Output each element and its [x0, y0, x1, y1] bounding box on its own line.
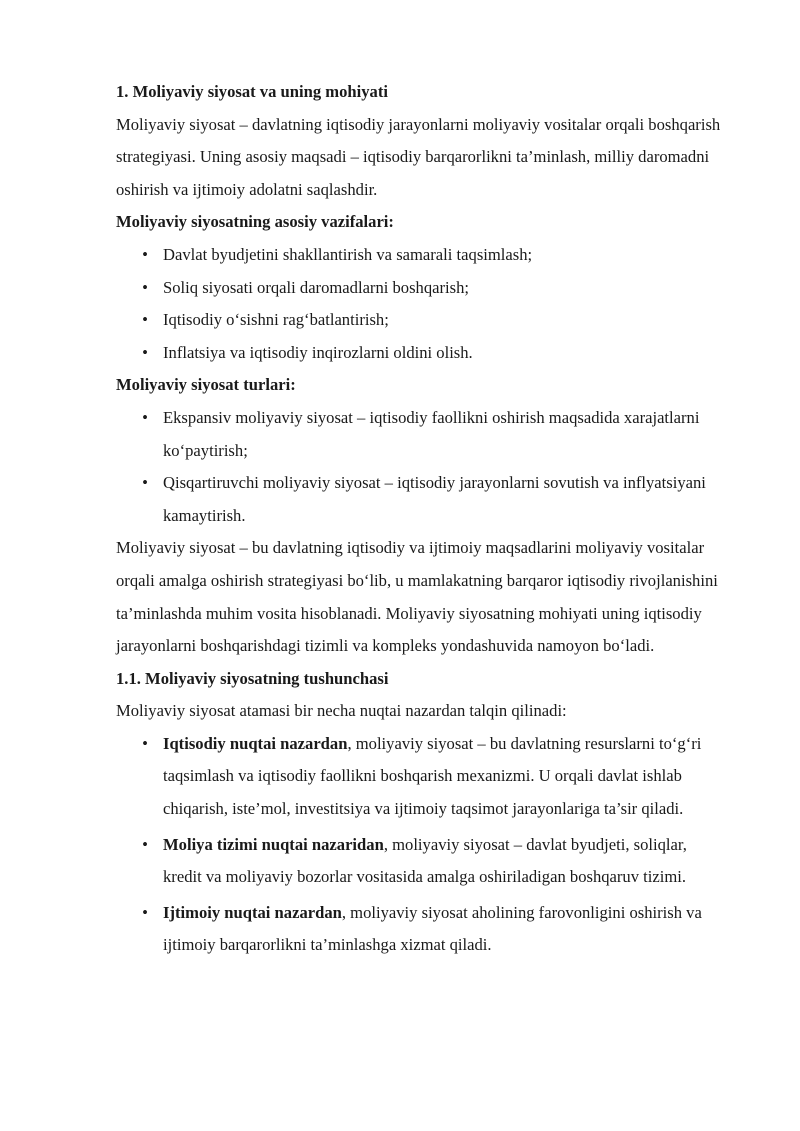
list-item [116, 402, 726, 467]
list-item-text: Davlat byudjetini shakllantirish va samarali taqsimlash; [163, 244, 533, 264]
perspective-text: , moliyaviy siyosat aholining farovonligini oshirish va ijtimoiy barqarorlikni ta’minlashga xizmat qiladi. [163, 902, 702, 955]
list-item [116, 829, 726, 894]
perspective-term: Moliya tizimi nuqtai nazaridan [163, 834, 384, 854]
perspective-text: , moliyaviy siyosat – davlat byudjeti, soliqlar, kredit va moliyaviy bozorlar vositasida amalga oshiriladigan boshqaruv tizimi. [163, 834, 687, 887]
list-item-text: Soliq siyosati orqali daromadlarni boshqarish; [163, 277, 470, 297]
section-1-intro-paragraph: Moliyaviy siyosat – davlatning iqtisodiy jarayonlarni moliyaviy vositalar orqali boshqarish strategiyasi. Uning asosiy maqsadi – iqtisodiy barqarorlikni ta’minlash, milliy daromadni oshirish va ijtimoiy adolatni saqlashdir. [116, 114, 721, 199]
types-heading: Moliyaviy siyosat turlari: [116, 375, 296, 395]
document-page [116, 76, 726, 965]
section-1-1-heading: 1.1. Moliyaviy siyosatning tushunchasi [116, 668, 389, 688]
tasks-list [116, 239, 726, 369]
bullet-icon: • [142, 733, 148, 753]
list-item [116, 728, 726, 826]
perspective-term: Ijtimoiy nuqtai nazardan [163, 902, 342, 922]
section-1-heading: 1. Moliyaviy siyosat va uning mohiyati [116, 82, 388, 101]
bullet-icon: • [142, 473, 148, 493]
types-list [116, 402, 726, 532]
bullet-icon: • [142, 310, 148, 330]
list-item [116, 467, 726, 532]
list-item-text: Iqtisodiy o‘sishni rag‘batlantirish; [163, 310, 389, 330]
bullet-icon: • [142, 277, 148, 297]
bullet-icon: • [142, 342, 148, 362]
list-item [116, 337, 726, 370]
list-item-text: Inflatsiya va iqtisodiy inqirozlarni oldini olish. [163, 342, 473, 362]
section-1-conclusion-paragraph: Moliyaviy siyosat – bu davlatning iqtisodiy va ijtimoiy maqsadlarini moliyaviy vositalar orqali amalga oshirish strategiyasi bo‘lib, u mamlakatning barqaror iqtisodiy rivojlanishini ta’minlashda muhim vosita hisoblanadi. Moliyaviy siyosatning mohiyati uning iqtisodiy jarayonlarni boshqarishdagi tizimli va kompleks yondashuvida namoyon bo‘ladi. [116, 538, 718, 656]
list-item [116, 897, 726, 962]
list-item [116, 239, 726, 272]
bullet-icon: • [142, 244, 148, 264]
section-1-1-intro-paragraph: Moliyaviy siyosat atamasi bir necha nuqtai nazardan talqin qilinadi: [116, 701, 567, 721]
list-item-text: Ekspansiv moliyaviy siyosat – iqtisodiy faollikni oshirish maqsadida xarajatlarni ko‘paytirish; [163, 407, 700, 460]
bullet-icon: • [142, 407, 148, 427]
list-item [116, 304, 726, 337]
list-item-text: Qisqartiruvchi moliyaviy siyosat – iqtisodiy jarayonlarni sovutish va inflyatsiyani kamaytirish. [163, 473, 706, 525]
bullet-icon: • [142, 834, 148, 854]
perspectives-list [116, 728, 726, 962]
bullet-icon: • [142, 902, 148, 922]
perspective-term: Iqtisodiy nuqtai nazardan [163, 733, 348, 753]
tasks-heading: Moliyaviy siyosatning asosiy vazifalari: [116, 212, 394, 232]
perspective-text: , moliyaviy siyosat – bu davlatning resurslarni to‘g‘ri taqsimlash va iqtisodiy faollikni boshqarish mexanizmi. U orqali davlat ishlab chiqarish, iste’mol, investitsiya va ijtimoiy taqsimot jarayonlariga ta’sir qiladi. [163, 733, 702, 819]
list-item [116, 272, 726, 305]
